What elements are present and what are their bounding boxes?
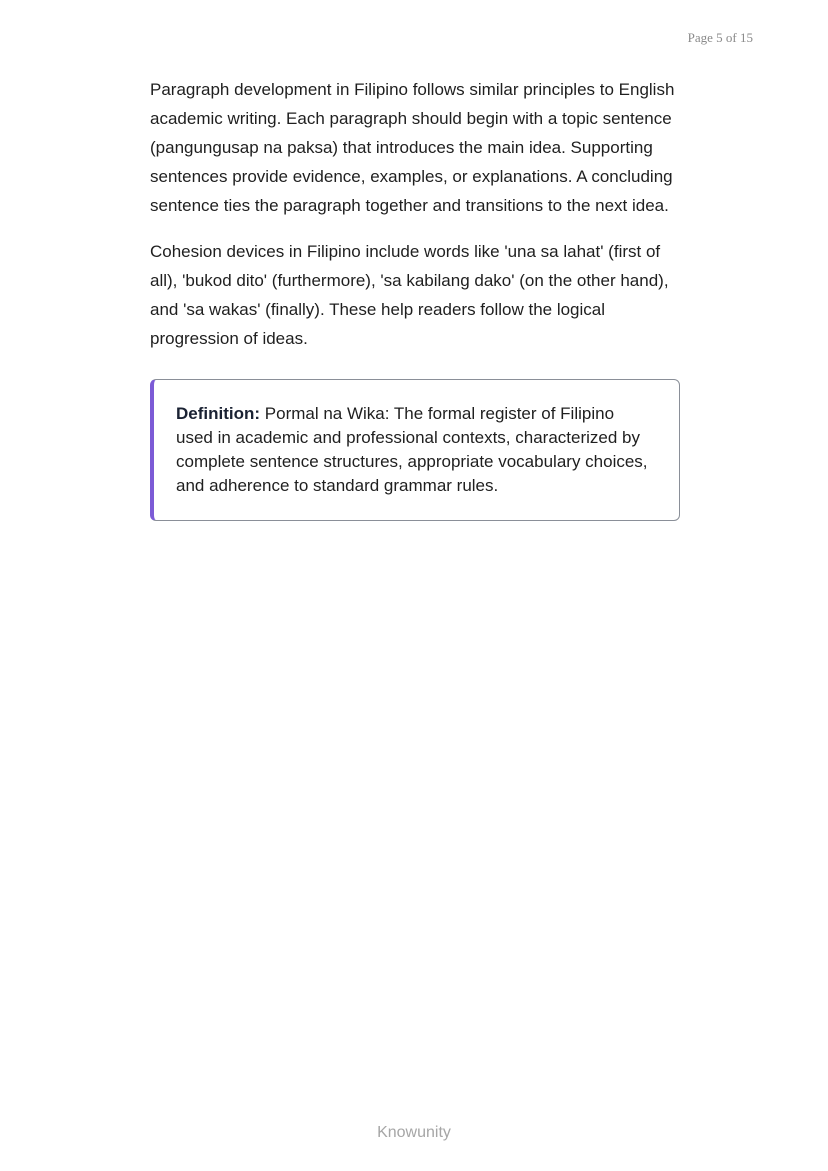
definition-content [176,402,655,498]
footer-brand: Knowunity [377,1124,451,1141]
document-body [150,75,680,521]
paragraph-development-text: Paragraph development in Filipino follows similar principles to English academic writing. Each paragraph should begin with a topic sentence (pangungusap na paksa) that introduces the main idea. Supporting sentences provide evidence, examples, or explanations. A concluding sentence ties the paragraph together and transitions to the next idea. [150,80,675,215]
cohesion-devices-text: Cohesion devices in Filipino include words like 'una sa lahat' (first of all), 'bukod dito' (furthermore), 'sa kabilang dako' (on the other hand), and 'sa wakas' (finally). These help readers follow the logical progression of ideas. [150,242,669,348]
definition-text: Pormal na Wika: The formal register of Filipino used in academic and professional contexts, characterized by complete sentence structures, appropriate vocabulary choices, and adherence to standard grammar rules. [176,404,648,495]
definition-callout [150,379,680,521]
definition-label: Definition: [176,404,261,423]
page-indicator: Page 5 of 15 [687,30,753,45]
